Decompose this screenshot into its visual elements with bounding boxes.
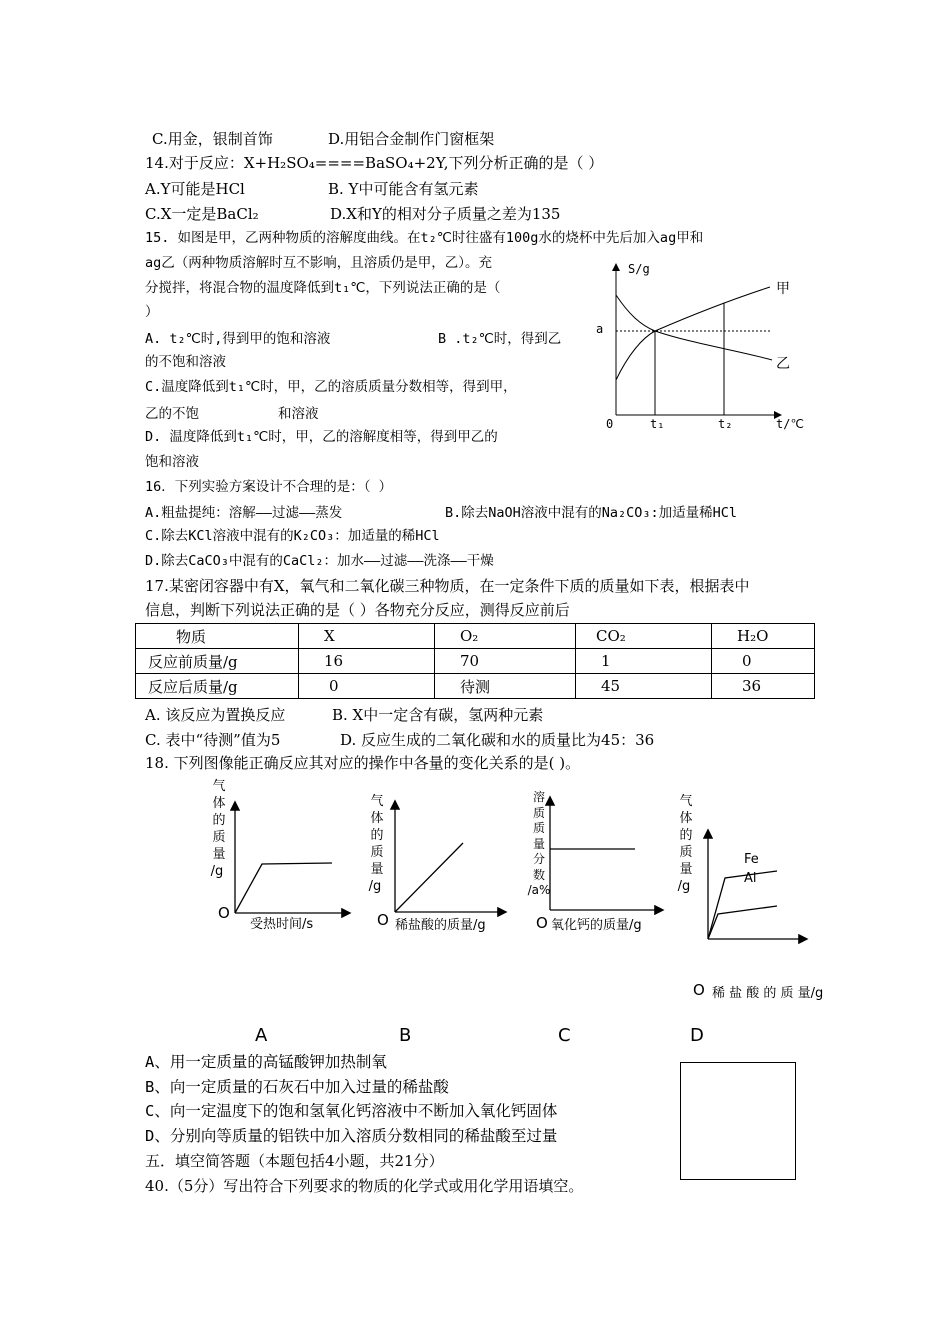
q13-option-c: C.用金，银制首饰 bbox=[152, 130, 273, 148]
graph-b bbox=[385, 790, 510, 915]
ylabel-char: 量 bbox=[370, 862, 384, 877]
table-cell: 1 bbox=[576, 649, 712, 674]
graph-d-fe-label: Fe bbox=[744, 852, 759, 867]
graph-c-xlabel: 氧化钙的质量/g bbox=[551, 918, 642, 933]
table-row bbox=[136, 674, 815, 699]
table-cell: 45 bbox=[576, 674, 712, 699]
table-cell: 待测 bbox=[435, 674, 576, 699]
graph-a-origin: O bbox=[218, 904, 230, 922]
q16-option-d: D.除去CaCO₃中混有的CaCl₂：加水——过滤——洗涤——干燥 bbox=[145, 553, 494, 569]
ylabel-char: 质 bbox=[532, 821, 545, 835]
ylabel-char: 质 bbox=[370, 845, 384, 860]
q17-option-b: B. X中一定含有碳，氢两种元素 bbox=[332, 706, 544, 724]
ylabel-char: 气 bbox=[679, 794, 693, 809]
table-header-cell: CO₂ bbox=[576, 624, 712, 649]
q13-option-d: D.用铝合金制作门窗框架 bbox=[328, 130, 495, 148]
ylabel-char: 体 bbox=[212, 796, 226, 811]
graph-letter-b: B bbox=[399, 1025, 412, 1046]
graph-b-xlabel: 稀盐酸的质量/g bbox=[395, 918, 486, 933]
graph-letter-c: C bbox=[558, 1025, 571, 1046]
graph-letter-a: A bbox=[255, 1025, 268, 1046]
ylabel-char: 的 bbox=[370, 828, 384, 843]
q14-option-b: B. Y中可能含有氢元素 bbox=[328, 180, 479, 198]
q14-option-c: C.X一定是BaCl₂ bbox=[145, 205, 259, 223]
q15-option-b: B .t₂℃时，得到乙 bbox=[438, 331, 562, 347]
q17-stem-2: 信息，判断下列说法正确的是（ ）各物充分反应，测得反应前后 bbox=[145, 601, 570, 619]
table-cell: 0 bbox=[712, 649, 815, 674]
ylabel-char: 质 bbox=[212, 830, 226, 845]
origin-label: 0 bbox=[606, 417, 614, 431]
graph-d-xlabel: 稀 盐 酸 的 质 量/g bbox=[712, 986, 824, 1001]
q16-option-a: A.粗盐提纯：溶解——过滤——蒸发 bbox=[145, 505, 343, 521]
graph-b-line bbox=[395, 843, 463, 912]
table-row bbox=[136, 649, 815, 674]
q15-option-c-cont-a: 乙的不饱 bbox=[145, 406, 199, 422]
graph-d-ylabel bbox=[678, 793, 694, 895]
q15-option-c-cont-b: 和溶液 bbox=[278, 406, 319, 422]
q15-stem-4: ） bbox=[145, 304, 159, 320]
q16-option-c: C.除去KCl溶液中混有的K₂CO₃：加适量的稀HCl bbox=[145, 528, 440, 544]
q17-stem-1: 17.某密闭容器中有X，氧气和二氧化碳三种物质，在一定条件下质的质量如下表，根据表中 bbox=[145, 577, 750, 595]
q18-option-b: B、向一定质量的石灰石中加入过量的稀盐酸 bbox=[145, 1078, 449, 1096]
q15-option-c: C.温度降低到t₁℃时，甲，乙的溶质质量分数相等，得到甲， bbox=[145, 379, 517, 395]
table-header-cell: O₂ bbox=[435, 624, 576, 649]
table-cell: 70 bbox=[435, 649, 576, 674]
table-cell: 0 bbox=[299, 674, 435, 699]
q18-stem: 18. 下列图像能正确反应其对应的操作中各量的变化关系的是( )。 bbox=[145, 754, 581, 772]
graph-a-xlabel: 受热时间/s bbox=[250, 917, 314, 932]
ylabel-char: 的 bbox=[679, 828, 693, 843]
series-yi-label: 乙 bbox=[776, 356, 790, 372]
graph-c bbox=[540, 790, 665, 915]
table-row bbox=[136, 624, 815, 649]
graph-d-origin: O bbox=[693, 981, 705, 999]
ylabel-char: 气 bbox=[370, 794, 384, 809]
q18-option-c: C、向一定温度下的饱和氢氧化钙溶液中不断加入氧化钙固体 bbox=[145, 1102, 558, 1120]
q18-option-a: A、用一定质量的高锰酸钾加热制氧 bbox=[145, 1053, 387, 1071]
q14-option-a: A.Y可能是HCl bbox=[145, 180, 245, 198]
ylabel-char: 体 bbox=[679, 811, 693, 826]
ylabel-char: 质 bbox=[679, 845, 693, 860]
ylabel-char: /g bbox=[368, 879, 382, 894]
q15-option-d-cont: 饱和溶液 bbox=[145, 454, 199, 470]
ylabel-char: 量 bbox=[212, 847, 226, 862]
curve-yi bbox=[616, 295, 772, 360]
ylabel-char: /g bbox=[210, 864, 224, 879]
curve-jia bbox=[616, 287, 770, 380]
table-header-cell: H₂O bbox=[712, 624, 815, 649]
ylabel-char: 气 bbox=[212, 779, 226, 794]
q15-option-a: A. t₂℃时,得到甲的饱和溶液 bbox=[145, 331, 331, 347]
graph-a bbox=[225, 795, 355, 920]
q15-stem-2: ag乙（两种物质溶解时互不影响，且溶质仍是甲，乙）。充 bbox=[145, 255, 493, 271]
ylabel-char: 质 bbox=[532, 805, 545, 820]
q17-option-c: C. 表中“待测”值为5 bbox=[145, 731, 281, 749]
q15-stem-1: 15. 如图是甲，乙两种物质的溶解度曲线。在t₂℃时往盛有100g水的烧杯中先后加入ag甲和 bbox=[145, 230, 704, 246]
section-5-title: 五．填空简答题（本题包括4小题，共21分） bbox=[145, 1152, 444, 1170]
graph-d-line-al bbox=[708, 871, 777, 939]
q14-option-d: D.X和Y的相对分子质量之差为135 bbox=[330, 205, 561, 223]
series-jia-label: 甲 bbox=[776, 281, 790, 297]
ylabel-char: 的 bbox=[212, 813, 226, 828]
t2-label: t₂ bbox=[718, 417, 733, 431]
graph-d-line-fe bbox=[708, 906, 777, 939]
ylabel-char: 量 bbox=[532, 836, 545, 851]
q14-stem: 14.对于反应：X+H₂SO₄====BaSO₄+2Y,下列分析正确的是（ ） bbox=[145, 154, 604, 172]
table-cell: 反应后质量/g bbox=[136, 674, 299, 699]
graph-letter-d: D bbox=[690, 1025, 704, 1046]
q17-option-d: D. 反应生成的二氧化碳和水的质量比为45：36 bbox=[340, 731, 655, 749]
ylabel-char: /a% bbox=[527, 883, 551, 897]
q15-option-d: D. 温度降低到t₁℃时，甲，乙的溶解度相等，得到甲乙的 bbox=[145, 429, 498, 445]
xlabel: t/℃ bbox=[776, 417, 804, 431]
table-cell: 16 bbox=[299, 649, 435, 674]
table-header-cell: X bbox=[299, 624, 435, 649]
mass-table bbox=[135, 623, 815, 699]
table-cell: 36 bbox=[712, 674, 815, 699]
graph-c-origin: O bbox=[536, 914, 548, 932]
q16-stem: 16．下列实验方案设计不合理的是：（ ） bbox=[145, 479, 393, 495]
q17-option-a: A. 该反应为置换反应 bbox=[145, 706, 286, 724]
ylabel-char: 体 bbox=[370, 811, 384, 826]
ylabel: S/g bbox=[628, 262, 650, 276]
solubility-chart bbox=[590, 255, 815, 435]
q18-option-d: D、分别向等质量的铝铁中加入溶质分数相同的稀盐酸至过量 bbox=[145, 1127, 558, 1145]
ylabel-char: /g bbox=[677, 879, 691, 894]
empty-box bbox=[680, 1062, 796, 1180]
ylabel-char: 数 bbox=[532, 867, 545, 882]
q16-option-b: B.除去NaOH溶液中混有的Na₂CO₃:加适量稀HCl bbox=[445, 505, 738, 521]
ylabel-char: 量 bbox=[679, 862, 693, 877]
ylabel-char: 溶 bbox=[532, 790, 545, 804]
table-cell: 反应前质量/g bbox=[136, 649, 299, 674]
graph-a-line bbox=[235, 863, 332, 913]
graph-d-al-label: Al bbox=[744, 871, 757, 886]
table-header-cell: 物质 bbox=[136, 624, 299, 649]
graph-b-origin: O bbox=[377, 911, 389, 929]
ylabel-char: 分 bbox=[532, 852, 545, 866]
q15-stem-3: 分搅拌，将混合物的温度降低到t₁℃，下列说法正确的是（ bbox=[145, 280, 501, 296]
t1-label: t₁ bbox=[650, 417, 665, 431]
graph-b-ylabel bbox=[369, 793, 385, 895]
q40-stem: 40.（5分）写出符合下列要求的物质的化学式或用化学用语填空。 bbox=[145, 1177, 584, 1195]
q15-option-b-cont: 的不饱和溶液 bbox=[145, 354, 226, 370]
a-label: a bbox=[596, 322, 604, 336]
